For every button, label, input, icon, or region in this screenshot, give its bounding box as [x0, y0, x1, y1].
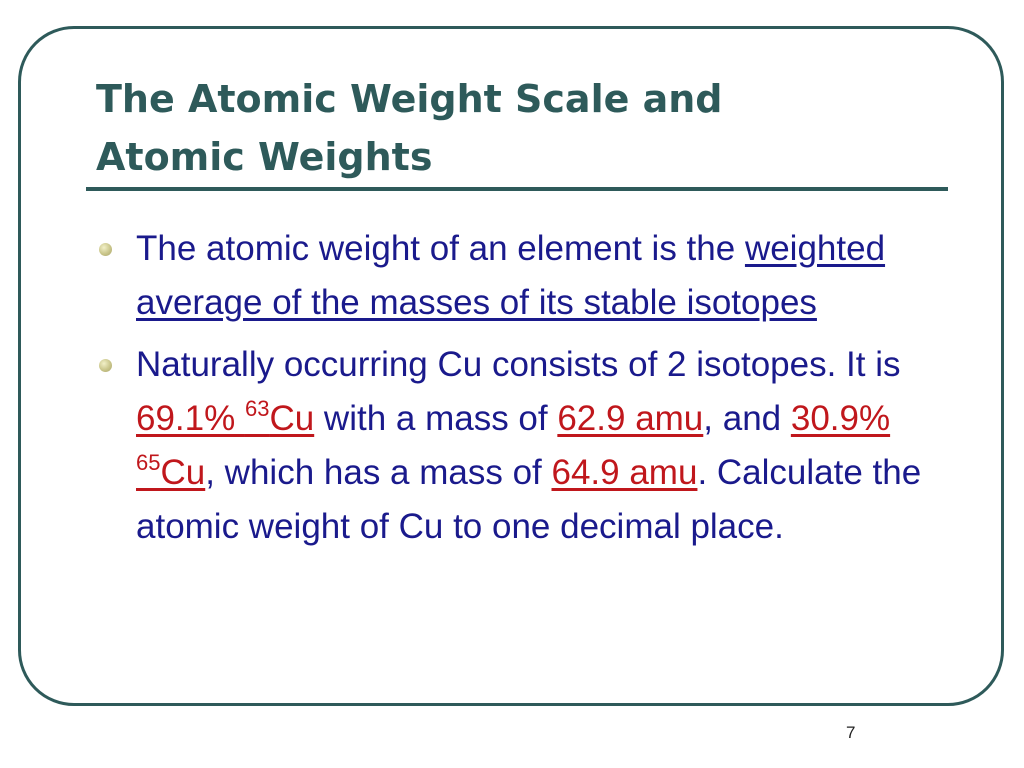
bullet-text-problem	[136, 338, 956, 554]
isotope-63-mass: 62.9 amu	[557, 399, 704, 438]
isotope-65-mass: 64.9 amu	[551, 453, 698, 492]
isotope-63-abundance	[136, 396, 315, 438]
isotope-63-percent: 69.1%	[136, 399, 245, 438]
problem-part-4: , which has a mass of	[205, 453, 552, 492]
bullet-item-problem	[96, 338, 956, 554]
title-line-2: Atomic Weights	[96, 135, 433, 179]
problem-part-5: . Calculate the atomic weight of Cu to one decimal place.	[136, 453, 922, 546]
bullet-list	[96, 222, 956, 562]
isotope-65-mass-number: 65	[136, 450, 161, 475]
bullet-dot-icon	[99, 359, 112, 372]
isotope-65-percent: 30.9%	[790, 399, 891, 438]
definition-intro: The atomic weight of an element is the	[136, 229, 745, 268]
title-line-1: The Atomic Weight Scale and	[96, 77, 723, 121]
definition-underlined: weighted average of the masses of its stable isotopes	[136, 229, 886, 322]
title-divider	[86, 187, 948, 191]
bullet-text-definition	[136, 222, 956, 330]
page-number: 7	[846, 723, 856, 742]
slide-title	[96, 70, 956, 186]
bullet-dot-icon	[99, 243, 112, 256]
problem-part-3: , and	[703, 399, 791, 438]
problem-part-1: Naturally occurring Cu consists of 2 isotopes. It is	[136, 345, 901, 384]
isotope-63-mass-number: 63	[244, 396, 270, 421]
isotope-63-symbol: Cu	[269, 399, 315, 438]
problem-part-2: with a mass of	[314, 399, 558, 438]
bullet-item-definition	[96, 222, 956, 330]
isotope-65-symbol: Cu	[160, 453, 206, 492]
